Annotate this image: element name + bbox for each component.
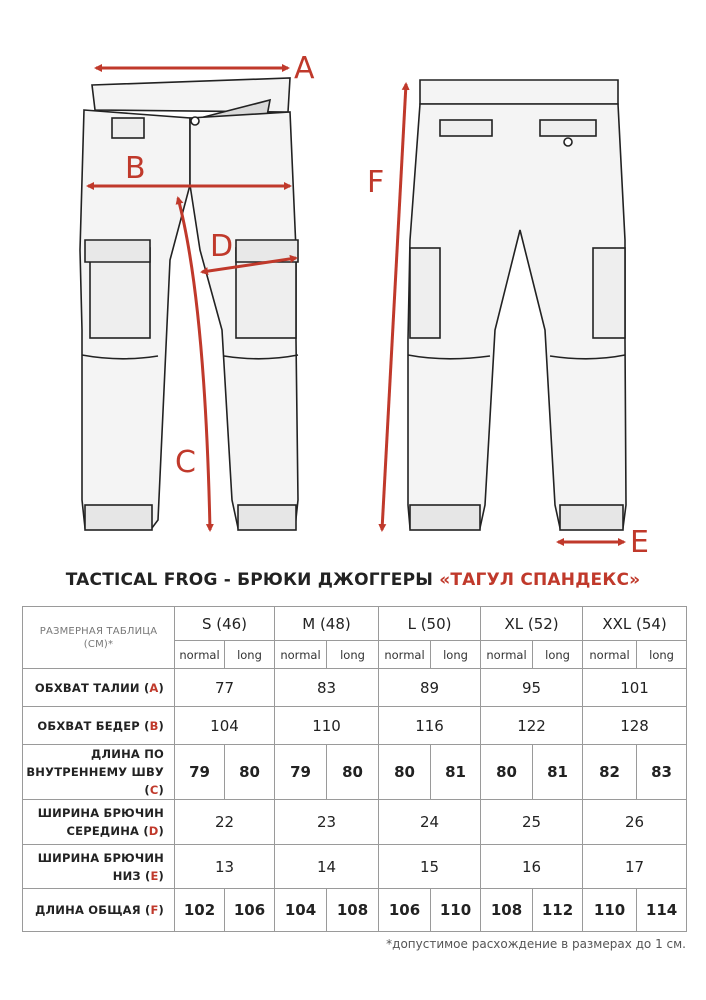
row-label-code: D xyxy=(148,824,159,838)
dimension-e-label: E xyxy=(630,525,649,560)
product-title-prefix: TACTICAL FROG - БРЮКИ ДЖОГГЕРЫ xyxy=(65,570,440,590)
row-label-hips xyxy=(23,707,175,745)
table-cell: 108 xyxy=(327,889,379,932)
table-cell: 22 xyxy=(175,800,275,845)
table-cell: 24 xyxy=(379,800,481,845)
table-row-hips xyxy=(23,707,687,745)
dimension-c-label: C xyxy=(175,445,196,480)
size-header-l: L (50) xyxy=(379,607,481,641)
size-header-s: S (46) xyxy=(175,607,275,641)
row-label-end: ) xyxy=(158,903,164,917)
row-label-code: E xyxy=(150,868,159,883)
row-label-text: ШИРИНА БРЮЧИН xyxy=(37,850,164,865)
table-cell: 110 xyxy=(431,889,481,932)
row-label-end: ) xyxy=(158,868,164,883)
table-cell: 13 xyxy=(175,845,275,889)
subheader-normal: normal xyxy=(481,641,533,669)
corner-caption-line2: (СМ)* xyxy=(83,638,114,650)
table-cell: 81 xyxy=(431,745,481,800)
table-cell: 101 xyxy=(583,669,687,707)
subheader-long: long xyxy=(327,641,379,669)
product-title xyxy=(0,570,706,590)
dimension-d-label: D xyxy=(210,229,234,264)
table-cell: 80 xyxy=(225,745,275,800)
table-cell: 80 xyxy=(327,745,379,800)
footnote: *допустимое расхождение в размерах до 1 см. xyxy=(386,937,686,951)
table-cell: 106 xyxy=(225,889,275,932)
table-cell: 95 xyxy=(481,669,583,707)
row-label-text2: СЕРЕДИНА ( xyxy=(66,824,149,838)
row-label-text: ДЛИНА ОБЩАЯ ( xyxy=(35,903,151,917)
table-cell: 110 xyxy=(583,889,637,932)
table-cell: 80 xyxy=(481,745,533,800)
table-cell: 79 xyxy=(175,745,225,800)
table-cell: 102 xyxy=(175,889,225,932)
row-label-text: ШИРИНА БРЮЧИН xyxy=(37,806,164,820)
dimension-f-label: F xyxy=(367,165,385,200)
table-cell: 104 xyxy=(175,707,275,745)
table-cell: 14 xyxy=(275,845,379,889)
table-cell: 82 xyxy=(583,745,637,800)
table-cell: 106 xyxy=(379,889,431,932)
row-label-text: ДЛИНА ПО xyxy=(91,747,164,761)
row-label-inseam xyxy=(23,745,175,800)
subheader-long: long xyxy=(225,641,275,669)
size-header-m: M (48) xyxy=(275,607,379,641)
table-cell: 81 xyxy=(533,745,583,800)
row-label-text2: ВНУТРЕННЕМУ ШВУ ( xyxy=(26,765,164,797)
table-cell: 116 xyxy=(379,707,481,745)
table-cell: 79 xyxy=(275,745,327,800)
table-row-waist xyxy=(23,669,687,707)
size-header-xxl: XXL (54) xyxy=(583,607,687,641)
row-label-leg-width-bottom xyxy=(23,845,175,889)
dimension-f-line xyxy=(382,84,406,530)
table-row-leg-width-middle xyxy=(23,800,687,845)
subheader-normal: normal xyxy=(175,641,225,669)
table-row-inseam xyxy=(23,745,687,800)
size-table xyxy=(22,606,687,932)
table-cell: 15 xyxy=(379,845,481,889)
subheader-normal: normal xyxy=(379,641,431,669)
table-cell: 17 xyxy=(583,845,687,889)
row-label-end: ) xyxy=(158,824,164,838)
row-label-leg-width-middle xyxy=(23,800,175,845)
table-cell: 108 xyxy=(481,889,533,932)
table-cell: 104 xyxy=(275,889,327,932)
row-label-code: C xyxy=(149,783,159,797)
row-label-end: ) xyxy=(158,680,164,695)
subheader-normal: normal xyxy=(275,641,327,669)
table-cell: 80 xyxy=(379,745,431,800)
product-title-model: «ТАГУЛ СПАНДЕКС» xyxy=(439,570,641,590)
table-cell: 16 xyxy=(481,845,583,889)
row-label-text: ОБХВАТ БЕДЕР ( xyxy=(37,718,150,733)
table-cell: 77 xyxy=(175,669,275,707)
row-label-end: ) xyxy=(158,718,164,733)
table-cell: 110 xyxy=(275,707,379,745)
row-label-code: F xyxy=(150,903,159,917)
corner-caption-line1: РАЗМЕРНАЯ ТАБЛИЦА xyxy=(39,625,158,637)
subheader-long: long xyxy=(533,641,583,669)
table-cell: 23 xyxy=(275,800,379,845)
table-cell: 26 xyxy=(583,800,687,845)
subheader-long: long xyxy=(431,641,481,669)
dimension-b-label: B xyxy=(125,151,146,186)
row-label-text2: НИЗ ( xyxy=(112,868,151,883)
row-label-text: ОБХВАТ ТАЛИИ ( xyxy=(34,680,150,695)
table-cell: 89 xyxy=(379,669,481,707)
row-label-waist xyxy=(23,669,175,707)
table-cell: 112 xyxy=(533,889,583,932)
table-cell: 114 xyxy=(637,889,687,932)
table-row-total-length xyxy=(23,889,687,932)
row-label-total-length xyxy=(23,889,175,932)
size-header-xl: XL (52) xyxy=(481,607,583,641)
table-cell: 25 xyxy=(481,800,583,845)
row-label-end: ) xyxy=(158,783,164,797)
back-view-pants xyxy=(408,80,626,530)
table-corner-caption xyxy=(23,607,175,669)
subheader-normal: normal xyxy=(583,641,637,669)
row-label-code: B xyxy=(149,718,159,733)
table-cell: 83 xyxy=(275,669,379,707)
dimension-a-label: A xyxy=(294,51,315,86)
subheader-long: long xyxy=(637,641,687,669)
table-row-leg-width-bottom xyxy=(23,845,687,889)
table-cell: 122 xyxy=(481,707,583,745)
table-cell: 128 xyxy=(583,707,687,745)
row-label-code: A xyxy=(149,680,159,695)
table-cell: 83 xyxy=(637,745,687,800)
